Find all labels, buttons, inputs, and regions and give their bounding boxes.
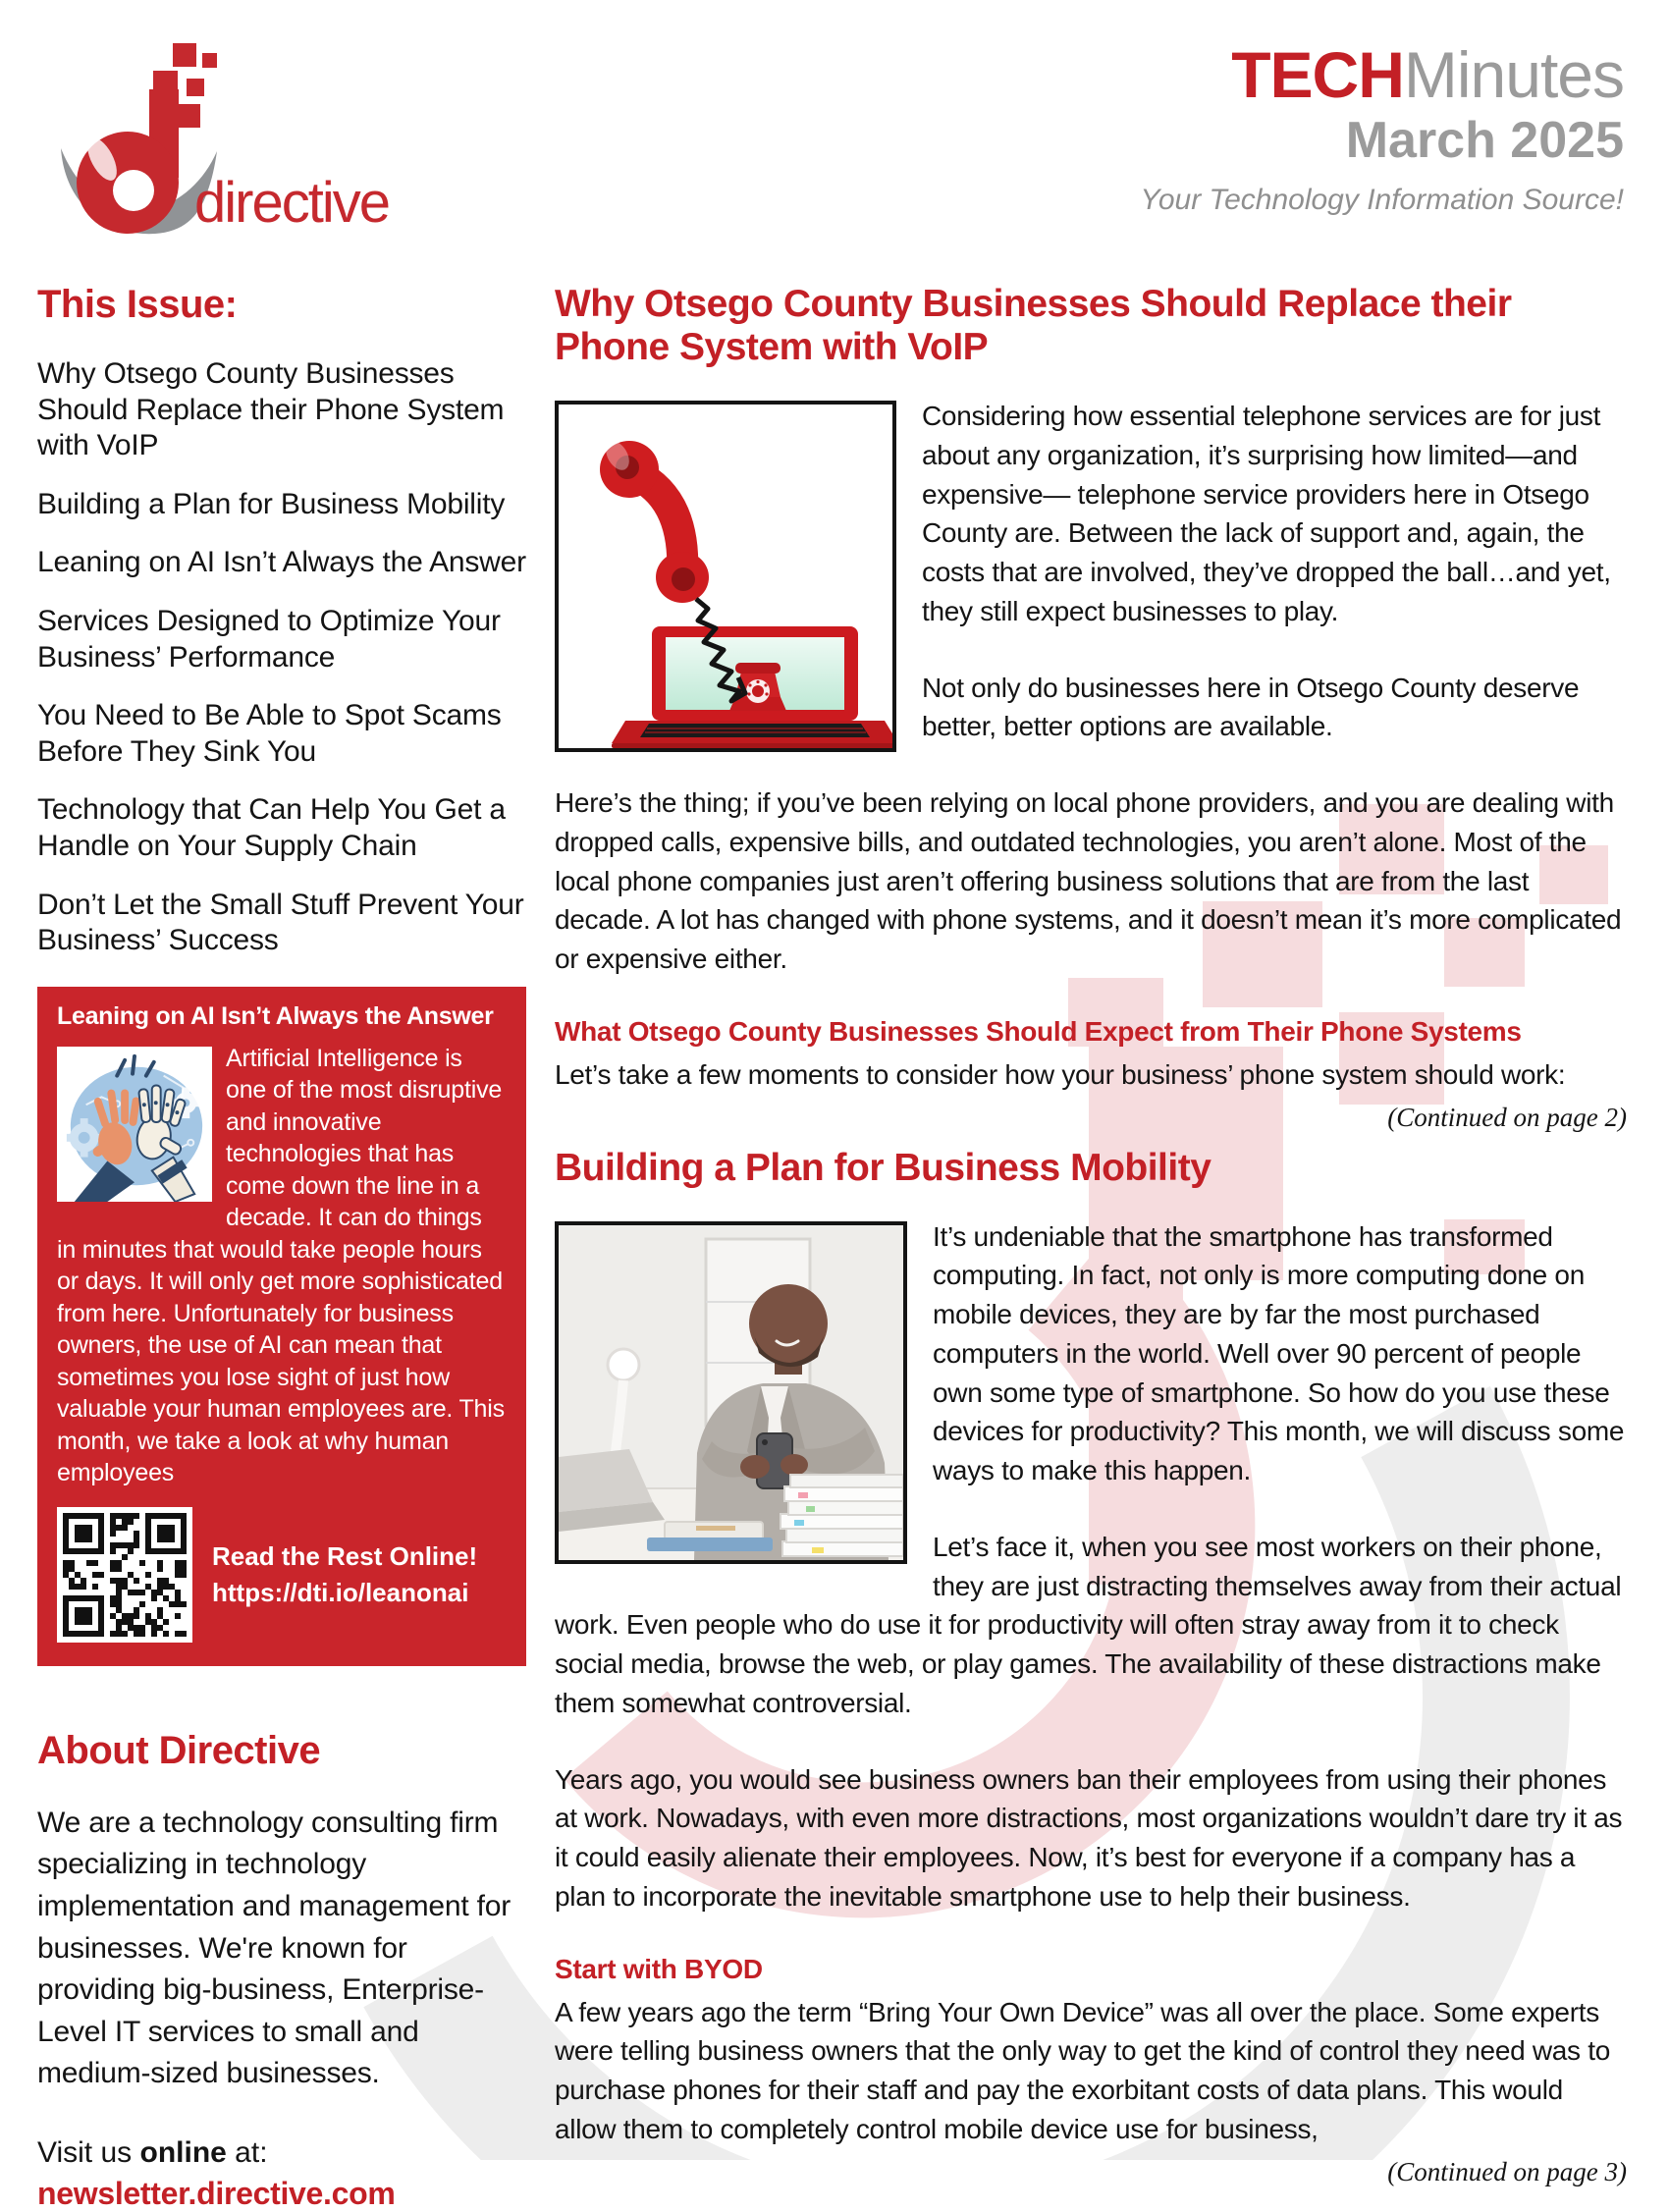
article1-title: Why Otsego County Businesses Should Replace their Phone System with VoIP — [555, 283, 1512, 369]
table-of-contents — [37, 356, 526, 959]
toc-item-6: Technology that Can Help You Get a Handle on Your Supply Chain — [37, 793, 506, 862]
visit-line — [37, 2136, 526, 2170]
ai-box-title: Leaning on AI Isn’t Always the Answer — [57, 1001, 494, 1030]
continued-page2: (Continued on page 2) — [1387, 1102, 1627, 1132]
article2-subhead: Start with BYOD — [555, 1953, 763, 1984]
about-body: We are a technology consulting firm specializing in technology implementation and management for businesses. We're known for providing big-business, Enterprise-Level IT services to small and medium-sized businesses. — [37, 1806, 511, 2090]
mobility-photo — [555, 1221, 907, 1564]
toc-item-2: Building a Plan for Business Mobility — [37, 487, 506, 520]
visit-online: online — [139, 2135, 227, 2169]
ai-box-body: Artificial Intelligence is one of the most disruptive and innovative technologies that has come down the line in a decade. It can do things in minutes that would take people hours or days. It will only get more sophisticated from here. Unfortunately for business owners, the use of AI can mean that sometimes you lose sight of just how valuable your human employees are. This month, we take a look at why human employees — [57, 1044, 505, 1487]
ai-callout-box — [37, 987, 526, 1666]
main-column — [555, 283, 1627, 2186]
masthead — [1140, 39, 1624, 222]
continued-page3: (Continued on page 3) — [1387, 2156, 1627, 2186]
qr-row — [57, 1507, 507, 1643]
qr-code[interactable] — [57, 1507, 192, 1643]
toc-item-1: Why Otsego County Businesses Should Replace their Phone System with VoIP — [37, 357, 505, 462]
article1-para4: Let’s take a few moments to consider how your business’ phone system should work: — [555, 1058, 1566, 1090]
toc-item-4: Services Designed to Optimize Your Business’ Performance — [37, 604, 501, 674]
tagline: Your Technology Information Source! — [1140, 184, 1624, 216]
newsletter-url[interactable]: newsletter.directive.com — [37, 2175, 396, 2211]
qr-labels — [212, 1538, 477, 1610]
article1-para1: Considering how essential telephone services are for just about any organization, it’s surprising how limited—and expensive— telephone service providers here in Otsego County are. Between the lack of support and, again, the costs that are involved, they’ve dropped the ball…and yet, they still expect businesses to play. — [922, 401, 1611, 626]
newsletter-title — [1140, 39, 1624, 110]
newsletter-title-minutes: Minutes — [1403, 38, 1624, 111]
newsletter-title-tech: TECH — [1231, 38, 1404, 111]
article2-title: Building a Plan for Business Mobility — [555, 1146, 1211, 1189]
article2-para2: Let’s face it, when you see most workers on their phone, they are just distracting themselves away from their actual work. Even people who do use it for productivity will often stray away from it to check social media, browse the web, or play games. The availability of these distractions make them somewhat controversial. — [555, 1531, 1622, 1718]
article1-para3: Here’s the thing; if you’ve been relying on local phone providers, and you are dealing with dropped calls, expensive bills, and outdated technologies, you aren’t alone. Most of the local phone companies just aren’t offering business solutions that are from the last decade. A lot has changed with phone systems, and it doesn’t mean it’s more complicated or expensive either. — [555, 787, 1622, 975]
visit-suffix: at: — [226, 2135, 268, 2169]
visit-prefix: Visit us — [37, 2135, 140, 2169]
voip-phone-laptop-image — [555, 401, 896, 752]
qr-link[interactable]: https://dti.io/leanonai — [212, 1577, 469, 1607]
article1-subhead: What Otsego County Businesses Should Expect from Their Phone Systems — [555, 1015, 1522, 1047]
directive-logo — [47, 35, 459, 256]
logo-wordmark: directive — [194, 171, 389, 235]
issue-date: March 2025 — [1345, 112, 1624, 169]
toc-item-7: Don’t Let the Small Stuff Prevent Your Business’ Success — [37, 888, 524, 957]
ai-highfive-illustration — [57, 1047, 212, 1202]
article1-para2: Not only do businesses here in Otsego County deserve better, better options are available. — [922, 672, 1580, 742]
article2-para3: Years ago, you would see business owners ban their employees from using their phones at work. Nowadays, with even more distractions, most organizations wouldn’t dare try it as it could easily alienate their employees. Now, it’s best for everyone if a company has a plan to incorporate the inevitable smartphone use to help their business. — [555, 1763, 1623, 1912]
toc-item-5: You Need to Be Able to Spot Scams Before They Sink You — [37, 699, 502, 768]
page-header — [0, 0, 1669, 265]
sidebar — [37, 283, 526, 2212]
article2-para1: It’s undeniable that the smartphone has transformed computing. In fact, not only is more computing done on mobile devices, they are by far the most purchased computers in the world. Well over 90 percent of people own some type of smartphone. So how do you use these devices for productivity? This month, we will discuss some ways to make this happen. — [933, 1220, 1625, 1486]
article2-para4: A few years ago the term “Bring Your Own Device” was all over the place. Some experts were telling business owners that the only way to get the kind of control they need was to purchase phones for their staff and pay the exorbitant costs of data plans. This would allow them to completely control mobile device use for business, — [555, 1996, 1610, 2144]
this-issue-heading: This Issue: — [37, 283, 238, 326]
qr-label: Read the Rest Online! — [212, 1541, 478, 1572]
about-heading: About Directive — [37, 1728, 321, 1772]
toc-item-3: Leaning on AI Isn’t Always the Answer — [37, 546, 526, 579]
